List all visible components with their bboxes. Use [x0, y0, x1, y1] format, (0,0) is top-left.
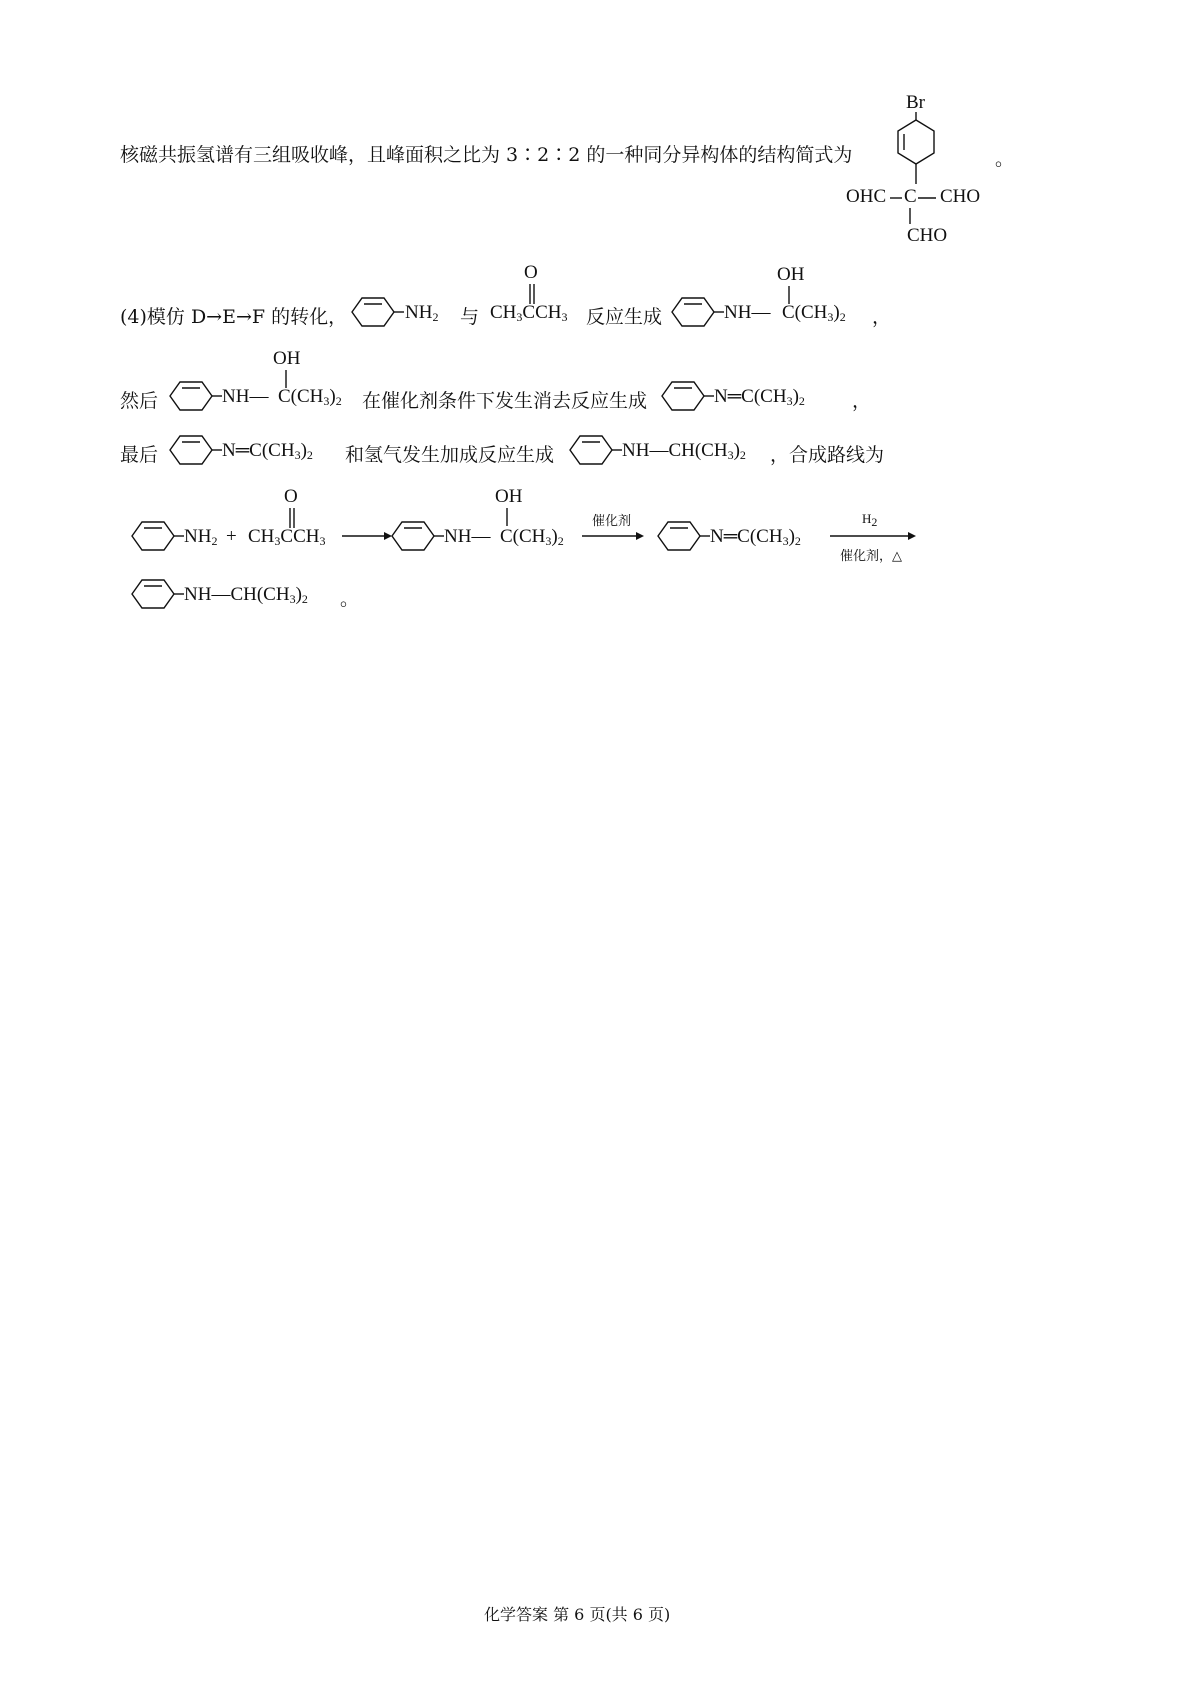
line2-amine: $NH_2$	[405, 302, 439, 324]
route-acetone-o: O	[284, 486, 298, 507]
line3-imine-benzene-icon	[656, 378, 716, 418]
route-arrow-1	[342, 530, 392, 542]
line3-mid: 在催化剂条件下发生消去反应生成	[362, 390, 648, 412]
line3-prefix: 然后	[120, 390, 159, 412]
line3-benzene-icon	[164, 378, 224, 418]
route-plus: +	[226, 526, 237, 547]
line2-acetone-o: O	[524, 262, 538, 283]
isomer-ohc: OHC	[846, 186, 887, 207]
isomer-br: Br	[906, 92, 925, 113]
line2-benzene-icon	[346, 294, 406, 334]
line4-end: ，合成路线为	[770, 444, 885, 466]
page-footer: 化学答案 第 6 页(共 6 页)	[484, 1605, 671, 1624]
route-final: $NH—CH(CH_3)_2$	[184, 584, 308, 606]
route-arrow-3-top: $H_2$	[862, 511, 878, 529]
route-arrow-3-bottom: 催化剂，△	[840, 549, 902, 564]
route-product-c: $C(CH_3)_2$	[500, 526, 564, 548]
line4-prefix: 最后	[120, 444, 159, 466]
isomer-description-text: 核磁共振氢谱有三组吸收峰，且峰面积之比为 3∶2∶2 的一种同分异构体的结构简式为	[120, 144, 853, 166]
route-aniline: $NH_2$	[184, 526, 218, 548]
line2-product-nh: NH—	[724, 302, 771, 323]
route-arrow-2	[582, 530, 644, 542]
line2-product-c: $C(CH_3)_2$	[782, 302, 846, 324]
line2-product-oh: OH	[777, 264, 805, 285]
route-product-oh: OH	[495, 486, 523, 507]
line3-product-c: $C(CH_3)_2$	[278, 386, 342, 408]
route-acetone: $CH_3CCH_3$	[248, 526, 326, 548]
route-imine: $N═C(CH_3)_2$	[710, 526, 801, 548]
line1-period: 。	[995, 148, 1015, 170]
route-end: 。	[340, 588, 360, 610]
isomer-center-c: C	[904, 186, 917, 207]
route-final-benzene-icon	[126, 576, 186, 616]
route-product-nh: NH—	[444, 526, 491, 547]
line2-product-benzene-icon	[666, 294, 726, 334]
route-product-benzene-icon	[386, 518, 446, 558]
line2-end: ，	[872, 306, 892, 328]
line2-react: 反应生成	[586, 306, 663, 328]
isomer-benzene-ring	[890, 112, 950, 192]
route-arrow-3	[830, 530, 916, 542]
route-aniline-benzene-icon	[126, 518, 186, 558]
route-imine-benzene-icon	[652, 518, 712, 558]
line3-product-nh: NH—	[222, 386, 269, 407]
line4-imine: $N═C(CH_3)_2$	[222, 440, 313, 462]
isomer-description	[120, 140, 852, 167]
line4-mid: 和氢气发生加成反应生成	[345, 444, 555, 466]
line2-prefix: (4)模仿 D→E→F 的转化，	[120, 306, 348, 328]
line2-with: 与	[460, 306, 480, 328]
line2-acetone: $CH_3CCH_3$	[490, 302, 568, 324]
line4-amine: $NH—CH(CH_3)_2$	[622, 440, 746, 462]
route-arrow-2-label: 催化剂	[592, 514, 632, 529]
line3-product-oh: OH	[273, 348, 301, 369]
line3-imine: $N═C(CH_3)_2$	[714, 386, 805, 408]
line4-benzene-icon	[164, 432, 224, 472]
isomer-cho-bottom: CHO	[907, 225, 948, 246]
isomer-cho-right: CHO	[940, 186, 981, 207]
line3-end: ，	[852, 390, 872, 412]
line4-amine-benzene-icon	[564, 432, 624, 472]
